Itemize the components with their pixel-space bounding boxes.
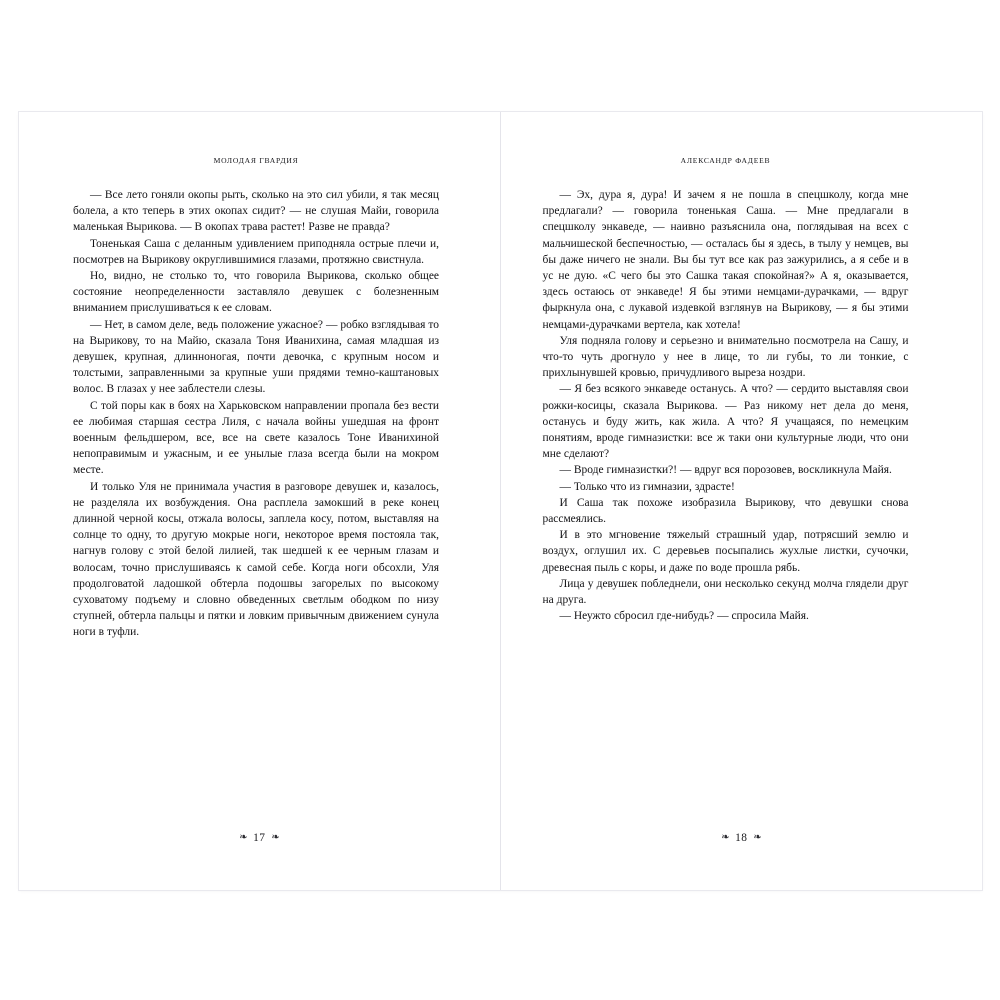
right-page-folio [501, 833, 983, 844]
left-page-number: 17 [253, 831, 266, 844]
paragraph: — Я без всякого энкаведе останусь. А что? — сердито выставляя свои рожки-косицы, сказала Вырикова. — Раз никому нет дела до меня, останусь и буду жить, как жила. А что? Я учащаяся, по немецким понятиям, вроде гимназистки: все ж таки они культурные люди, что они мне сделают? [542, 383, 909, 461]
paragraph: Уля подняла голову и серьезно и внимательно посмотрела на Сашу, и что-то чуть дрогнуло у нее в лице, то ли губы, то ли тонкие, с прихлынувшей кровью, причудливого выреза ноздри. [542, 334, 909, 380]
folio-ornament-left-icon: ❧ [721, 831, 730, 843]
paragraph: Тоненькая Саша с деланным удивлением приподняла острые плечи и, посмотрев на Вырикову округлившимися глазами, протяжно свистнула. [73, 237, 439, 266]
paragraph: — Вроде гимназистки?! — вдруг вся порозовев, воскликнула Майя. [559, 464, 892, 477]
paragraph: И Саша так похоже изобразила Вырикову, что девушки снова рассмеялись. [542, 496, 909, 526]
folio-ornament-right-icon: ❧ [753, 831, 762, 843]
paragraph: И в это мгновение тяжелый страшный удар, потрясший землю и воздух, оглушил их. С деревьев посыпались жухлые листки, сучочки, древесная пыль с коры, и даже по воде прошла рябь. [542, 529, 909, 574]
left-page-running-head: МОЛОДАЯ ГВАРДИЯ [213, 156, 299, 165]
right-page-text-frame [543, 156, 909, 846]
paragraph: И только Уля не принимала участия в разговоре девушек и, казалось, не разделяла их возбуждения. Она расплела замокший в реке конец длинной черной косы, отжала волосы, заплела косу, потом, выставляя на солнце то одну, то другую мокрые ноги, некоторое время постояла так, нагнув голову с этой белой лилией, так шедшей к ее черным глазам и волосам, точно прислушиваясь к самой себе. Когда ноги обсохли, Уля продолговатой ладошкой обтерла подошвы загорелых по высокому суховатому подъему и словно обведенных светлым ободком по низу ступней, обтерла пальцы и пятки и ловким привычным движением сунула ноги в туфли. [73, 480, 439, 639]
paragraph: — Эх, дура я, дура! И зачем я не пошла в спецшколу, когда мне предлагали? — говорила тоненькая Саша. — Мне предлагали в спецшколу энкаведе, — наивно разъяснила она, поглядывая на всех с мальчишеской беспечностью, — осталась бы я здесь, в тылу у немцев, вы бы даже ничего не знали. Вы бы тут все как раз зажурились, а я себе и в ус не дую. «С чего бы это Сашка такая спокойная?» А я, оказывается, здесь остаюсь от энкаведе! Я бы этими немцами-дурачками, — вдруг фыркнула она, с лукавой издевкой взглянув на Вырикову, — я бы этими немцами-дурачками вертела, как хотела! [542, 189, 909, 331]
paragraph: — Только что из гимназии, здрасте! [559, 480, 735, 493]
right-page [501, 112, 983, 890]
paragraph: — Все лето гоняли окопы рыть, сколько на это сил убили, я так месяц болела, а кто теперь в этих окопах сидит? — не слушая Майи, говорила маленькая Вырикова. — В окопах трава растет! Разве не правда? [73, 189, 439, 234]
right-page-running-head: АЛЕКСАНДР ФАДЕЕВ [680, 156, 771, 165]
paragraph: — Нет, в самом деле, ведь положение ужасное? — робко взглядывая то на Вырикову, то на Майю, сказала Тоня Иванихина, самая младшая из девушек, крупная, длинноногая, почти девочка, с крупным носом и толстыми, заправленными за крупные уши прядями темно-каштановых волос. В глазах у нее заблестели слезы. [73, 318, 439, 396]
paragraph: Лица у девушек побледнели, они несколько секунд молча глядели друг на друга. [542, 577, 909, 607]
left-page-body-text [73, 187, 439, 641]
folio-ornament-left-icon: ❧ [239, 831, 248, 843]
folio-ornament-right-icon: ❧ [271, 831, 280, 843]
right-page-number: 18 [735, 831, 748, 844]
paragraph: С той поры как в боях на Харьковском направлении пропала без вести ее любимая старшая сестра Лиля, с начала войны ушедшая на фронт военным фельдшером, все, все на свете казалось Тоне Иванихиной непоправимым и ужасным, и ее унылые глаза всегда были на мокром месте. [73, 399, 439, 477]
left-page-text-frame [73, 156, 439, 846]
paragraph: Но, видно, не столько то, что говорила Вырикова, сколько общее состояние неопределенности заставляло девушек с болезненным вниманием прислушиваться к ее словам. [73, 270, 439, 315]
left-page-folio [19, 833, 500, 844]
right-page-body-text [543, 187, 909, 624]
left-page [19, 112, 501, 890]
paragraph: — Неужто сбросил где-нибудь? — спросила Майя. [559, 610, 809, 623]
book-spread [19, 112, 982, 890]
